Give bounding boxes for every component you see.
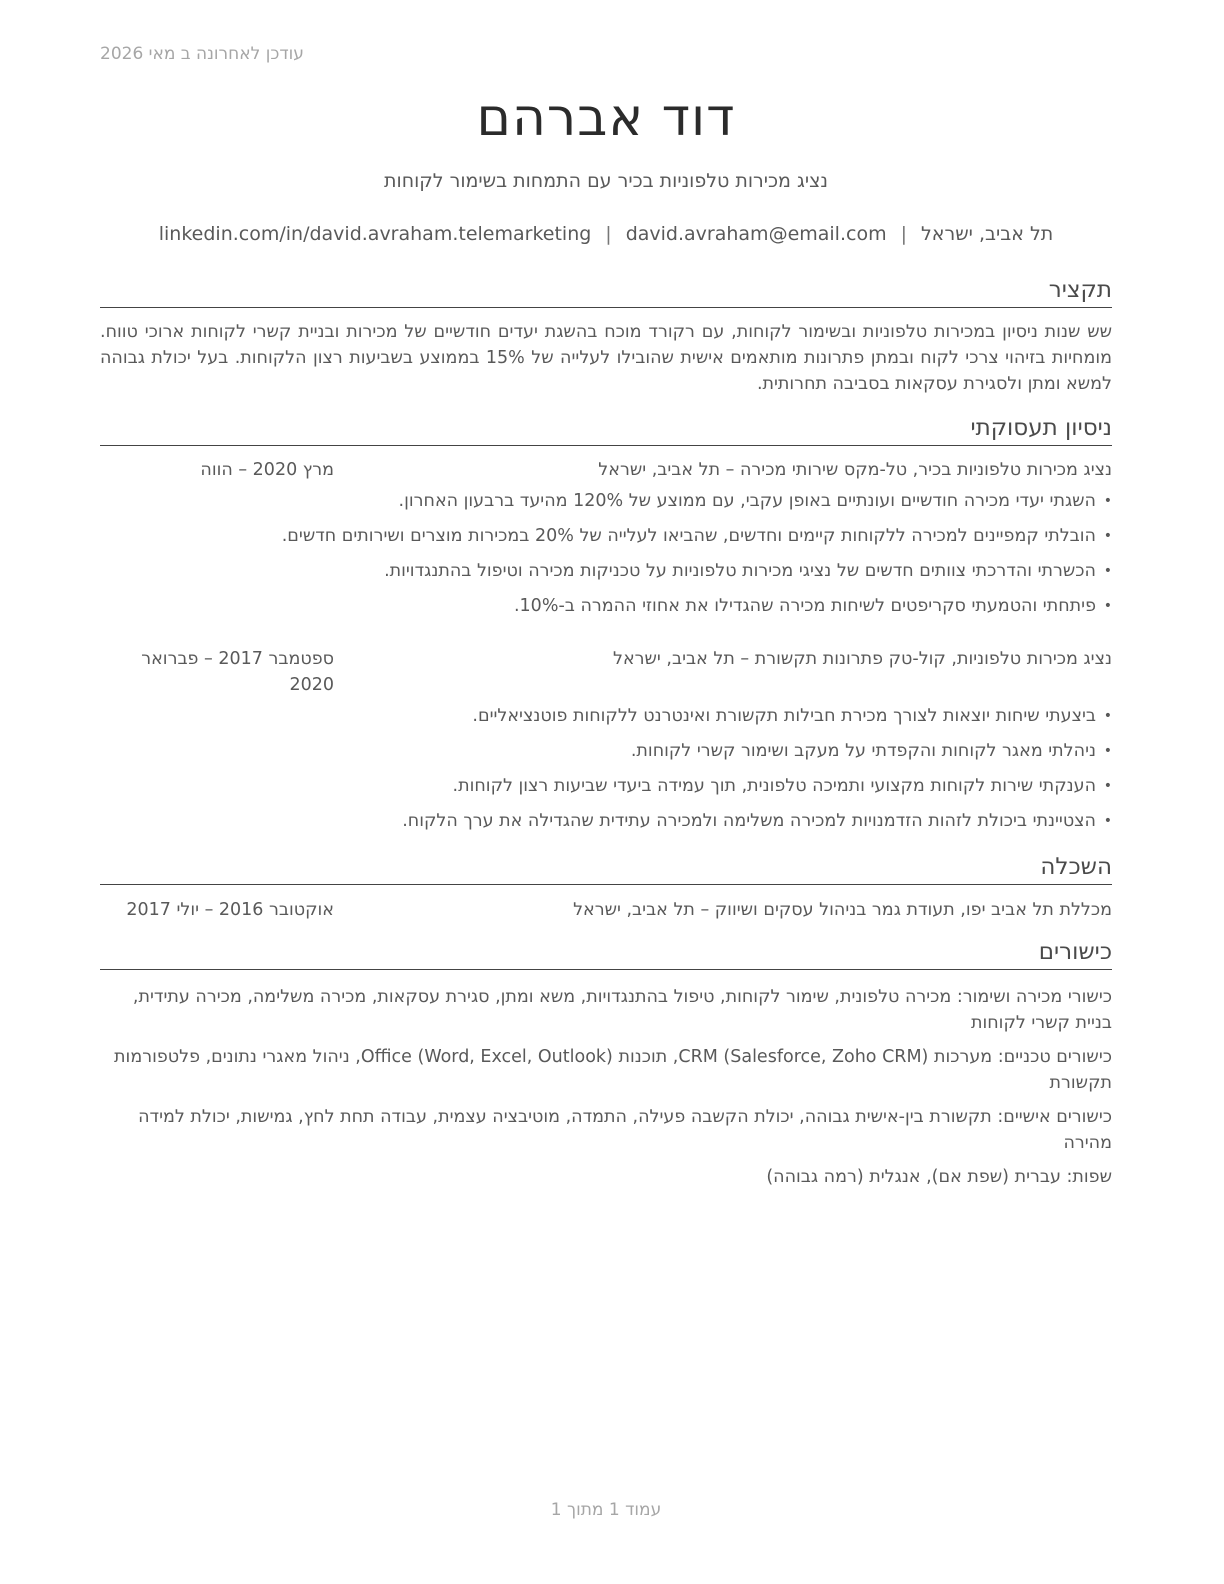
last-updated-note: עודכן לאחרונה ב מאי 2026	[100, 44, 304, 64]
contact-email[interactable]: david.avraham@email.com	[625, 223, 887, 245]
list-item	[100, 593, 1112, 628]
bullet-text: ניהלתי מאגר לקוחות והקפדתי על מעקב ושימור קשרי לקוחות.	[630, 741, 1096, 761]
bullet-text: ביצעתי שיחות יוצאות לצורך מכירת חבילות תקשורת ואינטרנט ללקוחות פוטנציאליים.	[472, 706, 1096, 726]
bullet-icon: •	[1103, 528, 1112, 544]
job-dates: מרץ 2020 – הווה	[200, 460, 334, 480]
contact-separator: |	[605, 223, 612, 245]
bullet-icon: •	[1103, 598, 1112, 614]
resume-page	[100, 0, 1112, 1584]
list-item	[100, 738, 1112, 773]
bullet-icon: •	[1103, 743, 1112, 759]
bullet-icon: •	[1103, 813, 1112, 829]
bullet-icon: •	[1103, 778, 1112, 794]
bullet-icon: •	[1103, 708, 1112, 724]
section-title-education: השכלה	[100, 852, 1112, 885]
candidate-name: דוד אברהם	[476, 88, 736, 148]
bullet-text: הצטיינתי ביכולת לזהות הזדמנויות למכירה משלימה ולמכירה עתידית שהגדילה את ערך הלקוח.	[402, 811, 1096, 831]
contact-location: תל אביב, ישראל	[921, 223, 1054, 245]
skill-row-technical: כישורים טכניים: מערכות CRM (Salesforce, Zoho CRM), תוכנות Office (Word, Excel, Outlook), ניהול מאגרי נתונים, פלטפורמות תקשורת	[114, 1047, 1112, 1093]
job-title: נציג מכירות טלפוניות, קול-טק פתרונות תקשורת – תל אביב, ישראל	[613, 649, 1112, 669]
section-title-experience: ניסיון תעסוקתי	[100, 413, 1112, 446]
bullet-icon: •	[1103, 563, 1112, 579]
list-item	[100, 703, 1112, 738]
skill-row-sales: כישורי מכירה ושימור: מכירה טלפונית, שימור לקוחות, טיפול בהתנגדויות, משא ומתן, סגירת עסקאות, מכירה משלימה, מכירה עתידית, בניית קשרי לקוחות	[132, 987, 1112, 1033]
list-item	[100, 558, 1112, 593]
job-dates: ספטמבר 2017 – פברואר 2020	[141, 649, 334, 695]
bullet-text: השגתי יעדי מכירה חודשיים ועונתיים באופן עקבי, עם ממוצע של 120% מהיעד ברבעון האחרון.	[398, 491, 1096, 511]
bullet-text: הענקתי שירות לקוחות מקצועי ותמיכה טלפונית, תוך עמידה ביעדי שביעות רצון לקוחות.	[452, 776, 1096, 796]
bullet-text: הכשרתי והדרכתי צוותים חדשים של נציגי מכירות טלפוניות על טכניקות מכירה וטיפול בהתנגדויות.	[384, 561, 1096, 581]
list-item	[100, 773, 1112, 808]
contact-separator: |	[900, 223, 907, 245]
education-dates: אוקטובר 2016 – יולי 2017	[126, 900, 334, 920]
list-item	[100, 808, 1112, 843]
skill-row-personal: כישורים אישיים: תקשורת בין-אישית גבוהה, יכולת הקשבה פעילה, התמדה, מוטיבציה עצמית, עבודה תחת לחץ, גמישות, יכולת למידה מהירה	[138, 1107, 1112, 1153]
job-title: נציג מכירות טלפוניות בכיר, טל-מקס שירותי מכירה – תל אביב, ישראל	[598, 460, 1112, 480]
job-bullets	[100, 488, 1112, 628]
contact-linkedin[interactable]: linkedin.com/in/david.avraham.telemarketing	[158, 223, 592, 245]
page-number-footer: עמוד 1 מתוך 1	[550, 1500, 662, 1520]
bullet-text: הובלתי קמפיינים למכירה ללקוחות קיימים וחדשים, שהביאו לעלייה של 20% במכירות מוצרים ושירותים חדשים.	[281, 526, 1096, 546]
section-title-skills: כישורים	[100, 937, 1112, 970]
list-item	[100, 488, 1112, 523]
contact-line	[100, 223, 1112, 245]
candidate-tagline: נציג מכירות טלפוניות בכיר עם התמחות בשימור לקוחות	[384, 170, 828, 192]
bullet-icon: •	[1103, 493, 1112, 509]
skill-row-languages: שפות: עברית (שפת אם), אנגלית (רמה גבוהה)	[766, 1167, 1112, 1187]
job-bullets	[100, 703, 1112, 843]
skills-list	[100, 984, 1112, 1198]
list-item	[100, 523, 1112, 558]
summary-text: שש שנות ניסיון במכירות טלפוניות ובשימור לקוחות, עם רקורד מוכח בהשגת יעדים חודשיים של מכירות ובניית קשרי לקוחות ארוכי טווח. מומחיות בזיהוי צרכי לקוח ובמתן פתרונות מותאמים אישית שהובילו לעלייה של 15% בממוצע בשביעות רצון הלקוחות. בעל יכולת גבוהה למשא ומתן ולסגירת עסקאות בסביבה תחרותית.	[100, 322, 1112, 394]
bullet-text: פיתחתי והטמעתי סקריפטים לשיחות מכירה שהגדילו את אחוזי ההמרה ב-10%.	[513, 596, 1096, 616]
section-title-summary: תקציר	[100, 275, 1112, 308]
education-title: מכללת תל אביב יפו, תעודת גמר בניהול עסקים ושיווק – תל אביב, ישראל	[573, 900, 1112, 920]
